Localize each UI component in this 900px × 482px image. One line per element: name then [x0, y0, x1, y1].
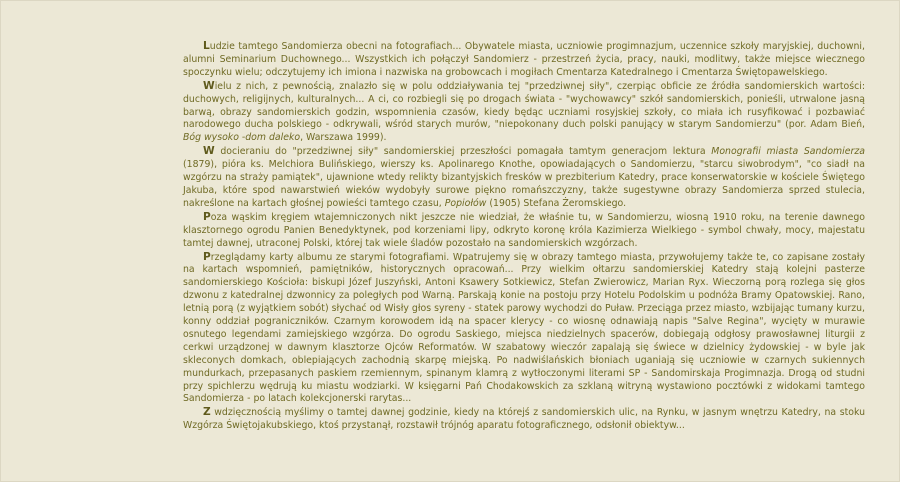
paragraph-3: [183, 145, 865, 211]
paragraph-text: docieraniu do "przedziwnej siły" sandomierskiej przeszłości pomagała tamtym generacjom lektura: [214, 146, 712, 158]
paragraph-text: wdzięcznością myślimy o tamtej dawnej godzinie, kiedy na którejś z sandomierskich ulic, na Rynku, w jasnym wnętrzu Katedry, na stoku Wzgórza Świętojakubskiego, ktoś przystanął, rozstawił trójnóg aparatu fotograficznego, odsłonił obiektyw...: [183, 407, 865, 432]
paragraph-initial: W: [203, 79, 215, 92]
paragraph-initial: P: [203, 250, 211, 263]
paragraph-initial: L: [203, 40, 210, 52]
paragraph-initial: W: [203, 145, 215, 158]
paragraph-text: udzie tamtego Sandomierza obecni na fotografiach... Obywatele miasta, uczniowie progimnazjum, uczennice szkoły maryjskiej, duchowni, alumni Seminarium Duchownego... Wszystkich ich połączył Sandomierz - przestrzeń życia, pracy, nauki, modlitwy, także miejsce wiecznego spoczynku wielu; odczytujemy ich imiona i nazwiska na grobowcach i mogiłach Cmentarza Katedralnego i Cmentarza Świętopawelskiego.: [183, 41, 865, 78]
paragraph-initial: P: [203, 210, 211, 223]
book-title: Popiołów: [444, 197, 487, 209]
paragraph-6: [183, 406, 865, 433]
paragraph-5: [183, 251, 865, 407]
book-title: Monografii miasta Sandomierza: [711, 146, 865, 158]
book-title: Bóg wysoko -dom daleko: [183, 132, 301, 144]
paragraph-1: [183, 40, 865, 80]
paragraph-text: (1879), pióra ks. Melchiora Bulińskiego, wierszy ks. Apolinarego Knothe, opowiadających o Sandomierzu, "starcu siwobrodym", "co siadł na wzgórzu na straży pamiątek", ujawnione wtedy relikty bizantyjskich fresków w prezbiterium Katedry, prace konserwatorskie w kościele Świętego Jakuba, które spod nawarstwień wieków wydobyły surowe piękno romańszczyzny, także sugestywne obrazy Sandomierza sprzed stulecia, nakreślone na kartach głośnej powieści tamtego czasu,: [183, 159, 865, 209]
paragraph-initial: Z: [203, 406, 211, 419]
article-text: [183, 40, 865, 433]
paragraph-4: [183, 211, 865, 251]
paragraph-text: oza wąskim kręgiem wtajemniczonych nikt jeszcze nie wiedział, że właśnie tu, w Sandomierzu, wiosną 1910 roku, na terenie dawnego klasztornego ogrodu Panien Benedyktynek, pod korzeniami lipy, odkryto koronę króla Kazimierza Wielkiego - symbol chwały, mocy, majestatu tamtej dawnej, utraconej Polski, której tak wiele śladów pozostało na sandomierskich wzgórzach.: [183, 211, 865, 249]
paragraph-text: ielu z nich, z pewnością, znalazło się w polu oddziaływania tej "przedziwnej siły", czerpiąc obficie ze źródła sandomierskich wartości: duchowych, religijnych, kulturalnych... A ci, co rozbiegli się po drogach świata - "wychowawcy" szkół sandomierskich, ponieśli, utrwalone jasną barwą, obrazy sandomierskich godzin, wspomnienia czasów, kiedy będąc uczniami rosyjskiej szkoły, co miała ich rusyfikować i pozbawiać narodowego ducha polskiego - odkrywali, wśród starych murów, "niepokonany duch polski panujący w starym Sandomierzu" (por. Adam Bień,: [183, 80, 865, 131]
paragraph-text: (1905) Stefana Żeromskiego.: [486, 197, 627, 209]
paragraph-text: rzeglądamy karty albumu ze starymi fotografiami. Wpatrujemy się w obrazy tamtego miasta, przywołujemy także te, co zapisane zostały na kartach wspomnień, pamiętników, historycznych opracowań... Przy wielkim ołtarzu sandomierskiej Katedry stają kolejni pasterze sandomierskiego Kościoła: biskupi Józef Juszyński, Antoni Ksawery Sotkiewicz, Stefan Zwierowicz, Marian Ryx. Wieczorną porą rozlega się głos dzwonu z katedralnej dzwonnicy za poległych pod Warną. Parskają konie na postoju przy Hotelu Podolskim u podnóża Bramy Opatowskiej. Rano, letnią porą (z wyjątkiem sobót) słychać od Wisły głos syreny - statek parowy wychodzi do Puław. Przeciąga przez miasto, wzbijając tumany kurzu, konny oddział pograniczników. Czarnym korowodem idą na spacer klerycy - co wiosnę odnawiają napis "Salve Regina", wycięty w murawie osnutego legendami zamiejskiego wzgórza. Do ogrodu Saskiego, miejsca niedzielnych spacerów, dobiegają odgłosy prawosławnej liturgii z cerkwi urządzonej w dawnym klasztorze Ojców Reformatów. W szabatowy wieczór zapalają się świece w dzielnicy żydowskiej - w byle jak skleconych domkach, oblepiających zachodnią skarpę miejską. Po nadwiślańskich błoniach uganiają się uczniowie w czarnych sukiennych mundurkach, przepasanych paskiem rzemiennym, spinanym klamrą z wytłoczonymi literami SP - Sandomirskaja Progimnazja. Drogą od studni przy spichlerzu wędrują ku miastu wodziarki. W księgarni Pań Chodakowskich za szklaną witryną wystawiono pocztówki z widokami tamtego Sandomierza - po latach kolekcjonerski rarytas...: [183, 251, 865, 405]
paragraph-2: [183, 80, 865, 146]
paragraph-text: , Warszawa 1999).: [300, 132, 387, 144]
